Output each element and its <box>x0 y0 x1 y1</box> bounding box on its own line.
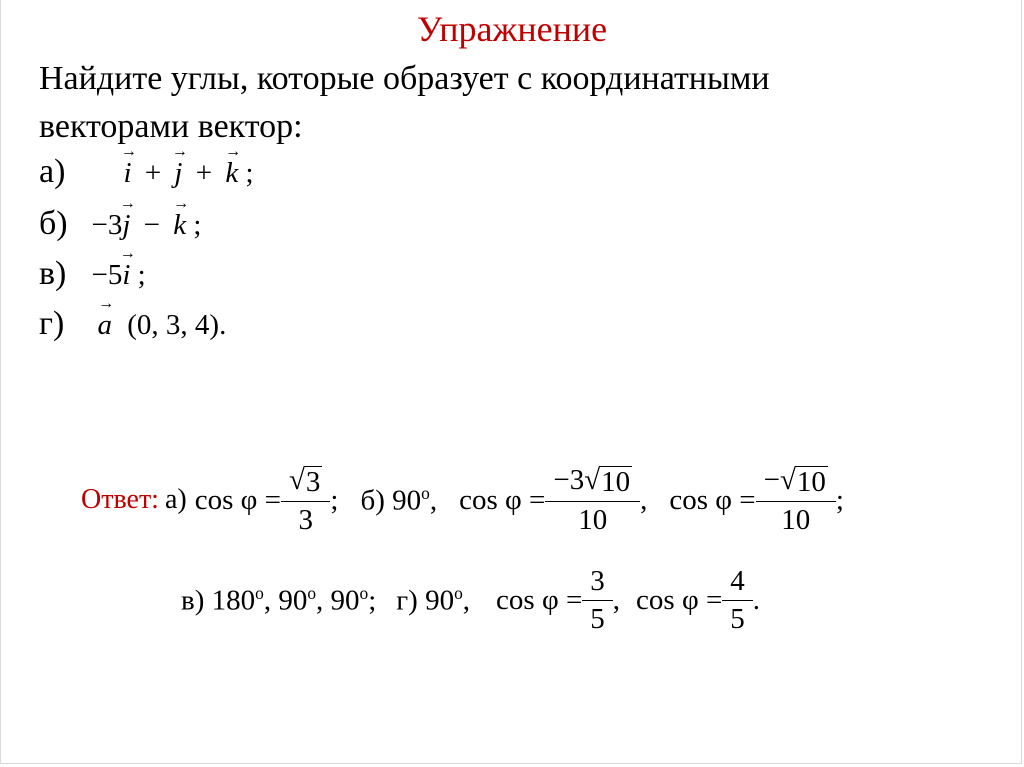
vector-arrow-icon: → <box>173 194 190 212</box>
statement-line-1: Найдите углы, которые образует с координатными <box>39 60 770 97</box>
sqrt-icon: √ 3 <box>288 464 321 499</box>
answer-a-label: а) <box>164 484 187 515</box>
answer-row-2 <box>181 555 760 645</box>
denominator: 10 <box>756 501 836 535</box>
vector-arrow-icon: → <box>225 142 242 160</box>
answer-label: Ответ: <box>81 484 159 515</box>
semicolon: ; <box>193 209 202 241</box>
numerator: 3 <box>590 565 605 598</box>
statement-line-2: векторами вектор: <box>39 108 303 145</box>
denominator: 3 <box>281 501 330 535</box>
vector-k: k → <box>173 194 190 241</box>
fraction <box>285 465 326 535</box>
coefficient: −3 <box>91 209 123 241</box>
vector-arrow-icon: → <box>120 244 136 262</box>
answer-b-cos-2 <box>669 465 844 535</box>
denominator: 5 <box>722 600 753 634</box>
minus-sign: − <box>143 209 161 241</box>
item-expression <box>91 194 202 241</box>
item-label: в) <box>39 255 67 292</box>
answer-d-cos-1 <box>496 566 620 634</box>
vector-arrow-icon: → <box>120 194 136 212</box>
cos-phi: cos φ = <box>636 583 723 616</box>
plus-sign: + <box>195 157 213 189</box>
item-label: б) <box>39 205 68 242</box>
denominator: 5 <box>582 600 613 634</box>
item-expression <box>97 294 227 341</box>
plus-sign: + <box>144 157 162 189</box>
vector-k: k → <box>225 142 242 189</box>
fraction: − √ 10 10 <box>760 465 832 535</box>
answer-b-angle: б) 90$^o$, <box>360 482 438 517</box>
vector-arrow-icon: → <box>121 142 138 160</box>
cos-phi: cos φ = <box>669 483 756 516</box>
vector-i: i → <box>120 244 136 291</box>
cos-phi: cos φ = <box>496 583 583 616</box>
vector-a: a → <box>97 294 115 341</box>
fraction: −3 √ 10 10 <box>549 465 636 535</box>
answer-a-formula <box>195 465 339 535</box>
item-label: а) <box>39 153 66 190</box>
item-d <box>39 294 227 348</box>
item-c <box>39 244 146 298</box>
semicolon: ; <box>835 483 844 516</box>
sqrt-icon: √ 10 <box>779 464 826 499</box>
answer-d-cos-2 <box>636 566 760 634</box>
semicolon: ; <box>137 259 146 291</box>
vector-i: i → <box>121 142 138 189</box>
slide-title: Упражнение <box>416 9 608 49</box>
vector-arrow-icon: → <box>98 294 115 312</box>
item-expression <box>121 142 254 189</box>
answer-c: в) 180$^o$, 90$^o$, 90$^o$; <box>181 582 377 617</box>
item-expression <box>91 244 146 291</box>
vector-j: j → <box>120 194 136 241</box>
sqrt-icon: √ 10 <box>584 464 631 499</box>
item-b <box>39 194 202 248</box>
problem-statement <box>39 55 770 151</box>
period: . <box>752 583 761 616</box>
answer-b-cos-1 <box>459 465 647 535</box>
answer-d-angle: г) 90$^o$, <box>396 582 471 617</box>
fraction <box>586 566 609 634</box>
comma: , <box>612 583 621 616</box>
coefficient: −5 <box>91 259 123 291</box>
answer-row-1 <box>81 455 844 545</box>
vector-arrow-icon: → <box>172 142 189 160</box>
semicolon: ; <box>330 483 339 516</box>
numerator: 4 <box>730 565 745 598</box>
denominator: 10 <box>545 501 640 535</box>
item-label: г) <box>39 305 65 342</box>
vector-coordinates: (0, 3, 4). <box>127 309 227 341</box>
item-a <box>39 142 254 196</box>
semicolon: ; <box>245 157 254 189</box>
cos-phi: cos φ = <box>459 483 546 516</box>
vector-j: j → <box>172 142 189 189</box>
fraction <box>726 566 749 634</box>
comma: , <box>640 483 648 516</box>
cos-phi: cos φ = <box>194 483 281 516</box>
